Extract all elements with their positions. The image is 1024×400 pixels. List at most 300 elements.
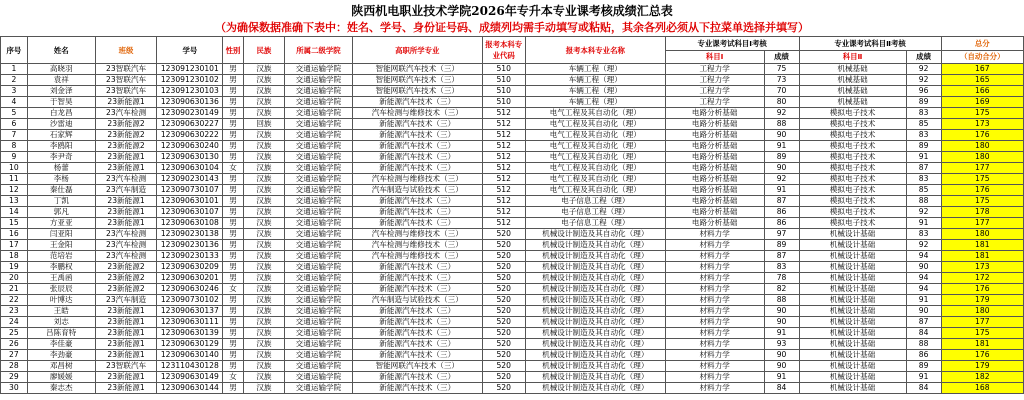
cell-vocational-major[interactable]: 新能源汽车技术（三）	[352, 273, 482, 284]
cell-score-1[interactable]: 89	[764, 240, 799, 251]
cell-subject-1[interactable]: 电路分析基础	[665, 130, 764, 141]
cell-name[interactable]: 李尹奇	[27, 152, 95, 163]
cell-score-1[interactable]: 92	[764, 174, 799, 185]
cell-name[interactable]: 王皓	[27, 306, 95, 317]
cell-apply-code[interactable]: 520	[482, 317, 525, 328]
cell-college[interactable]: 交通运输学院	[285, 284, 353, 295]
cell-total[interactable]: 182	[941, 372, 1023, 383]
cell-ethnicity[interactable]: 汉族	[243, 196, 284, 207]
cell-student-id[interactable]: 123090230143	[157, 174, 223, 185]
cell-gender[interactable]: 男	[223, 218, 244, 229]
cell-seq[interactable]: 25	[1, 328, 28, 339]
cell-ethnicity[interactable]: 汉族	[243, 185, 284, 196]
cell-subject-1[interactable]: 材料力学	[665, 262, 764, 273]
cell-score-2[interactable]: 90	[906, 262, 941, 273]
cell-seq[interactable]: 26	[1, 339, 28, 350]
cell-subject-1[interactable]: 材料力学	[665, 372, 764, 383]
cell-vocational-major[interactable]: 汽车检测与维修技术（三）	[352, 229, 482, 240]
cell-vocational-major[interactable]: 新能源汽车技术（三）	[352, 383, 482, 394]
cell-vocational-major[interactable]: 汽车检测与维修技术（三）	[352, 108, 482, 119]
cell-vocational-major[interactable]: 智能网联汽车技术（三）	[352, 64, 482, 75]
cell-name[interactable]: 杨蕾	[27, 163, 95, 174]
cell-total[interactable]: 181	[941, 339, 1023, 350]
cell-subject-1[interactable]: 电路分析基础	[665, 174, 764, 185]
cell-gender[interactable]: 男	[223, 350, 244, 361]
cell-gender[interactable]: 男	[223, 152, 244, 163]
cell-college[interactable]: 交通运输学院	[285, 361, 353, 372]
cell-student-id[interactable]: 123090630129	[157, 339, 223, 350]
cell-seq[interactable]: 7	[1, 130, 28, 141]
cell-class[interactable]: 23智联汽车	[95, 361, 157, 372]
cell-gender[interactable]: 男	[223, 361, 244, 372]
cell-score-1[interactable]: 86	[764, 207, 799, 218]
cell-class[interactable]: 23新能源1	[95, 196, 157, 207]
cell-gender[interactable]: 男	[223, 317, 244, 328]
cell-student-id[interactable]: 123090630240	[157, 141, 223, 152]
cell-apply-code[interactable]: 520	[482, 262, 525, 273]
cell-ethnicity[interactable]: 回族	[243, 119, 284, 130]
cell-student-id[interactable]: 123090630246	[157, 284, 223, 295]
cell-subject-2[interactable]: 机械设计基础	[799, 328, 906, 339]
cell-subject-1[interactable]: 材料力学	[665, 328, 764, 339]
cell-apply-major[interactable]: 机械设计制造及其自动化（理）	[525, 328, 665, 339]
cell-college[interactable]: 交通运输学院	[285, 229, 353, 240]
cell-vocational-major[interactable]: 新能源汽车技术（三）	[352, 97, 482, 108]
cell-class[interactable]: 23汽车制造	[95, 185, 157, 196]
cell-ethnicity[interactable]: 汉族	[243, 229, 284, 240]
cell-apply-major[interactable]: 机械设计制造及其自动化（理）	[525, 240, 665, 251]
cell-student-id[interactable]: 123090630227	[157, 119, 223, 130]
cell-total[interactable]: 176	[941, 350, 1023, 361]
cell-apply-major[interactable]: 机械设计制造及其自动化（理）	[525, 361, 665, 372]
cell-name[interactable]: 刘金泽	[27, 86, 95, 97]
cell-name[interactable]: 李劲豪	[27, 350, 95, 361]
cell-gender[interactable]: 男	[223, 141, 244, 152]
cell-subject-1[interactable]: 材料力学	[665, 383, 764, 394]
cell-apply-major[interactable]: 机械设计制造及其自动化（理）	[525, 273, 665, 284]
cell-class[interactable]: 23新能源1	[95, 317, 157, 328]
cell-subject-2[interactable]: 机械基础	[799, 97, 906, 108]
cell-subject-2[interactable]: 模拟电子技术	[799, 196, 906, 207]
cell-seq[interactable]: 28	[1, 361, 28, 372]
cell-subject-1[interactable]: 工程力学	[665, 64, 764, 75]
cell-apply-code[interactable]: 520	[482, 328, 525, 339]
cell-vocational-major[interactable]: 新能源汽车技术（三）	[352, 350, 482, 361]
cell-score-2[interactable]: 94	[906, 284, 941, 295]
cell-subject-1[interactable]: 电路分析基础	[665, 185, 764, 196]
cell-subject-1[interactable]: 材料力学	[665, 339, 764, 350]
cell-total[interactable]: 177	[941, 317, 1023, 328]
cell-gender[interactable]: 女	[223, 163, 244, 174]
cell-ethnicity[interactable]: 汉族	[243, 86, 284, 97]
cell-class[interactable]: 23新能源1	[95, 152, 157, 163]
cell-student-id[interactable]: 123090630222	[157, 130, 223, 141]
cell-ethnicity[interactable]: 汉族	[243, 207, 284, 218]
cell-student-id[interactable]: 123090630108	[157, 218, 223, 229]
cell-subject-1[interactable]: 电路分析基础	[665, 163, 764, 174]
cell-student-id[interactable]: 123090730107	[157, 185, 223, 196]
cell-apply-code[interactable]: 520	[482, 350, 525, 361]
cell-vocational-major[interactable]: 新能源汽车技术（三）	[352, 372, 482, 383]
cell-gender[interactable]: 男	[223, 64, 244, 75]
cell-score-1[interactable]: 90	[764, 317, 799, 328]
cell-apply-code[interactable]: 520	[482, 240, 525, 251]
cell-vocational-major[interactable]: 新能源汽车技术（三）	[352, 207, 482, 218]
cell-vocational-major[interactable]: 新能源汽车技术（三）	[352, 317, 482, 328]
cell-student-id[interactable]: 123090730102	[157, 295, 223, 306]
cell-apply-major[interactable]: 机械设计制造及其自动化（理）	[525, 339, 665, 350]
cell-score-2[interactable]: 88	[906, 339, 941, 350]
cell-apply-code[interactable]: 512	[482, 119, 525, 130]
cell-apply-major[interactable]: 车辆工程（理）	[525, 64, 665, 75]
cell-ethnicity[interactable]: 汉族	[243, 361, 284, 372]
cell-student-id[interactable]: 123090630144	[157, 383, 223, 394]
cell-class[interactable]: 23新能源1	[95, 328, 157, 339]
cell-ethnicity[interactable]: 汉族	[243, 350, 284, 361]
cell-subject-2[interactable]: 机械设计基础	[799, 383, 906, 394]
cell-subject-1[interactable]: 电路分析基础	[665, 152, 764, 163]
cell-seq[interactable]: 11	[1, 174, 28, 185]
cell-total[interactable]: 180	[941, 152, 1023, 163]
cell-name[interactable]: 高晓羽	[27, 64, 95, 75]
cell-college[interactable]: 交通运输学院	[285, 108, 353, 119]
cell-vocational-major[interactable]: 汽车检测与维修技术（三）	[352, 240, 482, 251]
cell-ethnicity[interactable]: 汉族	[243, 273, 284, 284]
cell-student-id[interactable]: 123090630130	[157, 152, 223, 163]
cell-subject-2[interactable]: 模拟电子技术	[799, 141, 906, 152]
cell-ethnicity[interactable]: 汉族	[243, 97, 284, 108]
cell-name[interactable]: 李杨	[27, 174, 95, 185]
cell-subject-1[interactable]: 材料力学	[665, 240, 764, 251]
cell-subject-1[interactable]: 材料力学	[665, 273, 764, 284]
cell-score-2[interactable]: 91	[906, 218, 941, 229]
cell-vocational-major[interactable]: 新能源汽车技术（三）	[352, 119, 482, 130]
cell-ethnicity[interactable]: 汉族	[243, 75, 284, 86]
cell-seq[interactable]: 13	[1, 196, 28, 207]
cell-college[interactable]: 交通运输学院	[285, 306, 353, 317]
cell-subject-1[interactable]: 电路分析基础	[665, 108, 764, 119]
cell-subject-1[interactable]: 材料力学	[665, 284, 764, 295]
cell-total[interactable]: 180	[941, 306, 1023, 317]
cell-name[interactable]: 王金阳	[27, 240, 95, 251]
cell-vocational-major[interactable]: 汽车检测与维修技术（三）	[352, 251, 482, 262]
cell-name[interactable]: 李鹏权	[27, 262, 95, 273]
cell-college[interactable]: 交通运输学院	[285, 163, 353, 174]
cell-vocational-major[interactable]: 新能源汽车技术（三）	[352, 339, 482, 350]
cell-class[interactable]: 23新能源2	[95, 119, 157, 130]
cell-score-2[interactable]: 84	[906, 328, 941, 339]
cell-name[interactable]: 沙雷迪	[27, 119, 95, 130]
cell-seq[interactable]: 15	[1, 218, 28, 229]
cell-vocational-major[interactable]: 新能源汽车技术（三）	[352, 218, 482, 229]
cell-class[interactable]: 23新能源2	[95, 141, 157, 152]
cell-apply-major[interactable]: 机械设计制造及其自动化（理）	[525, 306, 665, 317]
cell-vocational-major[interactable]: 汽车制造与试验技术（三）	[352, 295, 482, 306]
cell-total[interactable]: 176	[941, 130, 1023, 141]
cell-student-id[interactable]: 123090630149	[157, 372, 223, 383]
cell-subject-2[interactable]: 模拟电子技术	[799, 218, 906, 229]
cell-score-1[interactable]: 91	[764, 141, 799, 152]
cell-seq[interactable]: 30	[1, 383, 28, 394]
cell-name[interactable]: 刘志	[27, 317, 95, 328]
cell-apply-code[interactable]: 512	[482, 207, 525, 218]
cell-subject-2[interactable]: 模拟电子技术	[799, 108, 906, 119]
cell-score-1[interactable]: 93	[764, 339, 799, 350]
cell-vocational-major[interactable]: 新能源汽车技术（三）	[352, 130, 482, 141]
cell-ethnicity[interactable]: 汉族	[243, 284, 284, 295]
cell-subject-2[interactable]: 模拟电子技术	[799, 207, 906, 218]
cell-college[interactable]: 交通运输学院	[285, 328, 353, 339]
cell-subject-1[interactable]: 工程力学	[665, 86, 764, 97]
cell-apply-major[interactable]: 电气工程及其自动化（理）	[525, 141, 665, 152]
cell-name[interactable]: 秦仕磊	[27, 185, 95, 196]
cell-gender[interactable]: 男	[223, 383, 244, 394]
cell-name[interactable]: 吕陈育特	[27, 328, 95, 339]
cell-name[interactable]: 王禹函	[27, 273, 95, 284]
cell-ethnicity[interactable]: 汉族	[243, 152, 284, 163]
cell-apply-major[interactable]: 机械设计制造及其自动化（理）	[525, 229, 665, 240]
cell-college[interactable]: 交通运输学院	[285, 119, 353, 130]
cell-class[interactable]: 23新能源2	[95, 284, 157, 295]
cell-ethnicity[interactable]: 汉族	[243, 64, 284, 75]
cell-class[interactable]: 23新能源1	[95, 339, 157, 350]
cell-subject-2[interactable]: 机械设计基础	[799, 295, 906, 306]
cell-score-2[interactable]: 91	[906, 295, 941, 306]
cell-score-1[interactable]: 91	[764, 185, 799, 196]
cell-apply-code[interactable]: 520	[482, 306, 525, 317]
cell-score-2[interactable]: 89	[906, 361, 941, 372]
cell-score-2[interactable]: 91	[906, 152, 941, 163]
cell-apply-code[interactable]: 510	[482, 64, 525, 75]
cell-apply-code[interactable]: 520	[482, 372, 525, 383]
cell-seq[interactable]: 6	[1, 119, 28, 130]
cell-apply-major[interactable]: 机械设计制造及其自动化（理）	[525, 295, 665, 306]
cell-apply-major[interactable]: 电气工程及其自动化（理）	[525, 163, 665, 174]
cell-apply-major[interactable]: 电气工程及其自动化（理）	[525, 119, 665, 130]
cell-apply-major[interactable]: 机械设计制造及其自动化（理）	[525, 317, 665, 328]
cell-gender[interactable]: 男	[223, 251, 244, 262]
cell-gender[interactable]: 女	[223, 372, 244, 383]
cell-total[interactable]: 176	[941, 284, 1023, 295]
cell-score-2[interactable]: 83	[906, 108, 941, 119]
cell-gender[interactable]: 男	[223, 229, 244, 240]
cell-student-id[interactable]: 123090630201	[157, 273, 223, 284]
cell-apply-major[interactable]: 车辆工程（理）	[525, 86, 665, 97]
cell-seq[interactable]: 27	[1, 350, 28, 361]
cell-ethnicity[interactable]: 汉族	[243, 262, 284, 273]
cell-student-id[interactable]: 123090230136	[157, 240, 223, 251]
cell-class[interactable]: 23汽车检测	[95, 229, 157, 240]
cell-apply-code[interactable]: 510	[482, 86, 525, 97]
cell-ethnicity[interactable]: 汉族	[243, 383, 284, 394]
cell-ethnicity[interactable]: 汉族	[243, 174, 284, 185]
cell-subject-2[interactable]: 模拟电子技术	[799, 119, 906, 130]
cell-total[interactable]: 173	[941, 262, 1023, 273]
cell-name[interactable]: 范培岩	[27, 251, 95, 262]
cell-score-1[interactable]: 90	[764, 130, 799, 141]
cell-seq[interactable]: 1	[1, 64, 28, 75]
cell-class[interactable]: 23新能源2	[95, 273, 157, 284]
cell-student-id[interactable]: 123090230138	[157, 229, 223, 240]
cell-subject-2[interactable]: 模拟电子技术	[799, 174, 906, 185]
cell-gender[interactable]: 男	[223, 295, 244, 306]
cell-score-2[interactable]: 85	[906, 185, 941, 196]
cell-class[interactable]: 23新能源2	[95, 130, 157, 141]
cell-total[interactable]: 175	[941, 108, 1023, 119]
cell-college[interactable]: 交通运输学院	[285, 196, 353, 207]
cell-subject-1[interactable]: 材料力学	[665, 317, 764, 328]
cell-score-2[interactable]: 94	[906, 273, 941, 284]
cell-score-2[interactable]: 89	[906, 97, 941, 108]
cell-vocational-major[interactable]: 新能源汽车技术（三）	[352, 152, 482, 163]
cell-student-id[interactable]: 123090630101	[157, 196, 223, 207]
cell-apply-major[interactable]: 机械设计制造及其自动化（理）	[525, 284, 665, 295]
cell-subject-2[interactable]: 模拟电子技术	[799, 185, 906, 196]
cell-name[interactable]: 石家辉	[27, 130, 95, 141]
cell-college[interactable]: 交通运输学院	[285, 295, 353, 306]
cell-score-2[interactable]: 96	[906, 86, 941, 97]
cell-college[interactable]: 交通运输学院	[285, 141, 353, 152]
cell-ethnicity[interactable]: 汉族	[243, 163, 284, 174]
cell-apply-major[interactable]: 电气工程及其自动化（理）	[525, 130, 665, 141]
cell-gender[interactable]: 男	[223, 185, 244, 196]
cell-student-id[interactable]: 123090230133	[157, 251, 223, 262]
cell-subject-2[interactable]: 机械设计基础	[799, 306, 906, 317]
cell-gender[interactable]: 男	[223, 174, 244, 185]
cell-subject-1[interactable]: 工程力学	[665, 97, 764, 108]
cell-student-id[interactable]: 123090630136	[157, 97, 223, 108]
cell-class[interactable]: 23汽车检测	[95, 108, 157, 119]
cell-subject-1[interactable]: 材料力学	[665, 229, 764, 240]
cell-apply-code[interactable]: 520	[482, 251, 525, 262]
cell-score-2[interactable]: 87	[906, 163, 941, 174]
cell-class[interactable]: 23新能源2	[95, 262, 157, 273]
cell-score-2[interactable]: 89	[906, 141, 941, 152]
cell-score-1[interactable]: 90	[764, 306, 799, 317]
cell-student-id[interactable]: 123091230102	[157, 75, 223, 86]
cell-gender[interactable]: 男	[223, 119, 244, 130]
cell-seq[interactable]: 9	[1, 152, 28, 163]
cell-vocational-major[interactable]: 汽车检测与维修技术（三）	[352, 174, 482, 185]
cell-vocational-major[interactable]: 智能网联汽车技术（三）	[352, 361, 482, 372]
cell-apply-code[interactable]: 520	[482, 273, 525, 284]
cell-class[interactable]: 23新能源1	[95, 97, 157, 108]
cell-seq[interactable]: 8	[1, 141, 28, 152]
cell-subject-2[interactable]: 机械设计基础	[799, 251, 906, 262]
cell-student-id[interactable]: 123090630107	[157, 207, 223, 218]
cell-total[interactable]: 181	[941, 251, 1023, 262]
cell-score-2[interactable]: 83	[906, 174, 941, 185]
cell-vocational-major[interactable]: 新能源汽车技术（三）	[352, 163, 482, 174]
cell-student-id[interactable]: 123090630104	[157, 163, 223, 174]
cell-subject-1[interactable]: 电路分析基础	[665, 141, 764, 152]
cell-score-1[interactable]: 92	[764, 108, 799, 119]
cell-ethnicity[interactable]: 汉族	[243, 108, 284, 119]
cell-college[interactable]: 交通运输学院	[285, 273, 353, 284]
cell-name[interactable]: 丁凯	[27, 196, 95, 207]
cell-total[interactable]: 175	[941, 328, 1023, 339]
cell-subject-1[interactable]: 材料力学	[665, 251, 764, 262]
cell-total[interactable]: 175	[941, 174, 1023, 185]
cell-class[interactable]: 23新能源1	[95, 383, 157, 394]
cell-subject-2[interactable]: 机械基础	[799, 86, 906, 97]
cell-score-2[interactable]: 94	[906, 251, 941, 262]
cell-total[interactable]: 179	[941, 361, 1023, 372]
cell-apply-code[interactable]: 512	[482, 196, 525, 207]
cell-score-1[interactable]: 88	[764, 119, 799, 130]
cell-class[interactable]: 23汽车检测	[95, 251, 157, 262]
cell-score-2[interactable]: 83	[906, 130, 941, 141]
cell-vocational-major[interactable]: 新能源汽车技术（三）	[352, 141, 482, 152]
cell-apply-major[interactable]: 车辆工程（理）	[525, 75, 665, 86]
cell-student-id[interactable]: 123090630209	[157, 262, 223, 273]
cell-apply-code[interactable]: 520	[482, 383, 525, 394]
cell-gender[interactable]: 男	[223, 86, 244, 97]
cell-score-2[interactable]: 92	[906, 75, 941, 86]
cell-score-1[interactable]: 78	[764, 273, 799, 284]
cell-score-2[interactable]: 83	[906, 229, 941, 240]
cell-college[interactable]: 交通运输学院	[285, 152, 353, 163]
cell-apply-code[interactable]: 510	[482, 97, 525, 108]
cell-college[interactable]: 交通运输学院	[285, 383, 353, 394]
cell-college[interactable]: 交通运输学院	[285, 207, 353, 218]
cell-gender[interactable]: 男	[223, 306, 244, 317]
cell-vocational-major[interactable]: 智能网联汽车技术（三）	[352, 86, 482, 97]
cell-apply-code[interactable]: 520	[482, 229, 525, 240]
cell-score-2[interactable]: 84	[906, 383, 941, 394]
cell-apply-code[interactable]: 512	[482, 152, 525, 163]
cell-score-1[interactable]: 80	[764, 97, 799, 108]
cell-total[interactable]: 177	[941, 163, 1023, 174]
cell-student-id[interactable]: 123090630140	[157, 350, 223, 361]
cell-apply-major[interactable]: 电气工程及其自动化（理）	[525, 185, 665, 196]
cell-subject-2[interactable]: 机械设计基础	[799, 284, 906, 295]
cell-total[interactable]: 167	[941, 64, 1023, 75]
cell-score-2[interactable]: 92	[906, 207, 941, 218]
cell-college[interactable]: 交通运输学院	[285, 251, 353, 262]
cell-gender[interactable]: 男	[223, 97, 244, 108]
cell-seq[interactable]: 23	[1, 306, 28, 317]
cell-student-id[interactable]: 123090630139	[157, 328, 223, 339]
cell-score-1[interactable]: 73	[764, 75, 799, 86]
cell-total[interactable]: 168	[941, 383, 1023, 394]
cell-subject-1[interactable]: 工程力学	[665, 75, 764, 86]
cell-subject-2[interactable]: 机械设计基础	[799, 372, 906, 383]
cell-total[interactable]: 173	[941, 119, 1023, 130]
cell-score-1[interactable]: 87	[764, 196, 799, 207]
cell-class[interactable]: 23新能源1	[95, 163, 157, 174]
cell-class[interactable]: 23汽车制造	[95, 295, 157, 306]
cell-class[interactable]: 23新能源1	[95, 372, 157, 383]
cell-score-2[interactable]: 90	[906, 306, 941, 317]
cell-score-1[interactable]: 91	[764, 328, 799, 339]
cell-score-1[interactable]: 88	[764, 295, 799, 306]
cell-class[interactable]: 23新能源1	[95, 306, 157, 317]
cell-apply-code[interactable]: 520	[482, 361, 525, 372]
cell-seq[interactable]: 19	[1, 262, 28, 273]
cell-apply-code[interactable]: 512	[482, 163, 525, 174]
cell-vocational-major[interactable]: 新能源汽车技术（三）	[352, 306, 482, 317]
cell-score-1[interactable]: 90	[764, 163, 799, 174]
cell-ethnicity[interactable]: 汉族	[243, 295, 284, 306]
cell-apply-code[interactable]: 512	[482, 218, 525, 229]
cell-total[interactable]: 177	[941, 218, 1023, 229]
cell-subject-2[interactable]: 模拟电子技术	[799, 130, 906, 141]
cell-name[interactable]: 秦志杰	[27, 383, 95, 394]
cell-class[interactable]: 23汽车检测	[95, 174, 157, 185]
cell-gender[interactable]: 男	[223, 240, 244, 251]
cell-name[interactable]: 张辰辰	[27, 284, 95, 295]
